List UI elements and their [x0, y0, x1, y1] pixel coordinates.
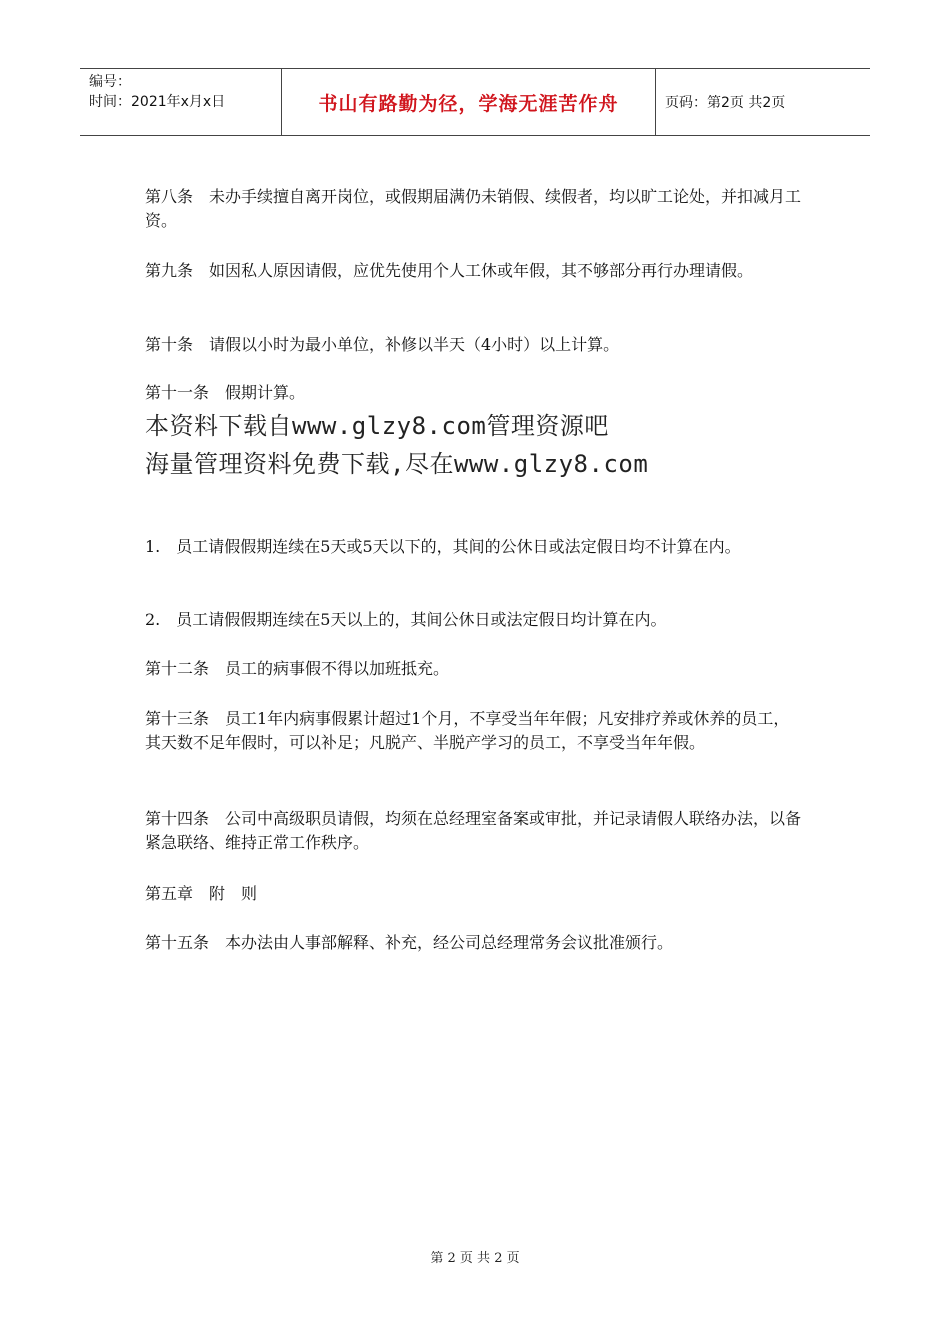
article-15: 第十五条 本办法由人事部解释、补充，经公司总经理常务会议批准颁行。: [145, 933, 674, 952]
article-8: 第八条 未办手续擅自离开岗位，或假期届满仍未销假、续假者，均以旷工论处，并扣减月工资。: [145, 187, 802, 230]
header-motto: 书山有路勤为径，学海无涯苦作舟: [282, 69, 656, 135]
document-date-label: 时间：2021年x月x日: [89, 94, 226, 110]
article-14: 第十四条 公司中高级职员请假，均须在总经理室备案或审批，并记录请假人联络办法，以备紧急联络、维持正常工作秩序。: [145, 809, 802, 852]
document-number-label: 编号：: [89, 74, 131, 90]
chapter-5-heading: 第五章 附 则: [145, 884, 258, 903]
article-13: 第十三条 员工1年内病事假累计超过1个月，不享受当年年假；凡安排疗养或休养的员工，其天数不足年假时，可以补足；凡脱产、半脱产学习的员工，不享受当年年假。: [145, 709, 790, 752]
watermark-line-2: 海量管理资料免费下载,尽在www.glzy8.com: [145, 450, 649, 478]
article-10: 第十条 请假以小时为最小单位，补修以半天（4小时）以上计算。: [145, 335, 620, 354]
article-9: 第九条 如因私人原因请假，应优先使用个人工休或年假，其不够部分再行办理请假。: [145, 261, 754, 280]
page-footer: 第 2 页 共 2 页: [430, 1251, 520, 1266]
header-page-label: 页码：第2页 共2页: [665, 95, 786, 111]
header-meta: [80, 69, 282, 135]
page-header: [80, 68, 870, 136]
watermark-line-1: 本资料下载自www.glzy8.com管理资源吧: [145, 412, 609, 440]
list-item-1: 1. 员工请假假期连续在5天或5天以下的，其间的公休日或法定假日均不计算在内。: [145, 537, 741, 556]
article-12: 第十二条 员工的病事假不得以加班抵充。: [145, 659, 450, 678]
article-11: 第十一条 假期计算。: [145, 383, 306, 402]
list-item-2: 2. 员工请假假期连续在5天以上的，其间公休日或法定假日均计算在内。: [145, 610, 667, 629]
